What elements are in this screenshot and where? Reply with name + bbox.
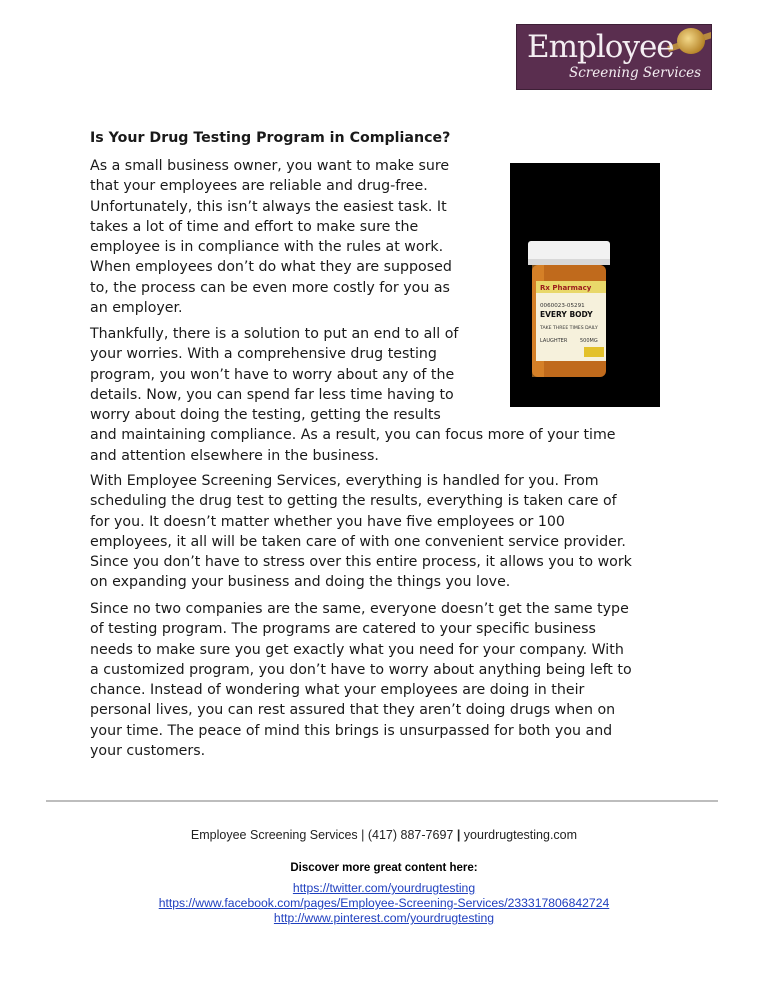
company-logo (516, 24, 712, 90)
pinterest-link[interactable]: http://www.pinterest.com/yourdrugtesting (273, 911, 495, 925)
discover-heading: Discover more great content here: (290, 862, 478, 874)
twitter-link[interactable]: https://twitter.com/yourdrugtesting (292, 881, 476, 895)
logo-seal-icon (677, 28, 705, 54)
footer-divider (46, 800, 718, 802)
logo-tagline: Screening Services (569, 65, 701, 81)
logo-wordmark: Employee (527, 29, 674, 65)
footer-contact (0, 828, 768, 842)
paragraph-intro: As a small business owner, you want to make sure that your employees are reliable and drug-free. Unfortunately, this isn’t always the easiest task. It takes a lot of time and effort to make sure the employee is in compliance with the rules at work. When employees don’t do what they are supposed to, the process can be even more costly for you as an employer. (90, 158, 452, 317)
footer-separator: | (456, 828, 461, 842)
label-patient: EVERY BODY (540, 310, 593, 319)
footer-link-row-pinterest (0, 909, 768, 927)
paragraph-services: With Employee Screening Services, everything is handled for you. From scheduling the drug test to getting the results, everything is taken care of for you. It doesn’t matter whether you have five employees or 100 employees, it all will be taken care of with one convenient service provider. Since you don’t have to stress over this entire process, it allows you to work on expanding your business and doing the things you love. (90, 473, 632, 591)
label-directions: TAKE THREE TIMES DAILY (540, 326, 598, 331)
label-drug: LAUGHTER (540, 338, 568, 344)
label-dose: 500MG (580, 338, 598, 344)
footer-site: yourdrugtesting.com (460, 828, 578, 842)
paragraph-custom: Since no two companies are the same, everyone doesn’t get the same type of testing program. The programs are catered to your specific business needs to make sure you get exactly what you need for your company. With a customized program, you don’t have to worry about anything being left to chance. Instead of wondering what your employees are doing in their personal lives, you can rest assured that they aren’t doing drugs when on your time. The peace of mind this brings is unsurpassed for both you and your customers. (90, 601, 632, 760)
footer-contact-text: Employee Screening Services | (417) 887-7697 (190, 828, 457, 842)
label-rx-number: 0060023-05291 (540, 303, 585, 309)
article-title: Is Your Drug Testing Program in Compliance? (90, 130, 451, 146)
label-brand: Rx Pharmacy (540, 284, 592, 292)
paragraph-solution: Thankfully, there is a solution to put an end to all of your worries. With a comprehensive drug testing program, you won’t have to worry about any of the details. Now, you can spend far less time having to worry about doing the testing, getting the results and maintaining compliance. As a result, you can focus more of your time and attention elsewhere in the business. (90, 326, 616, 464)
facebook-link[interactable]: https://www.facebook.com/pages/Employee-Screening-Services/233317806842724 (158, 896, 610, 910)
